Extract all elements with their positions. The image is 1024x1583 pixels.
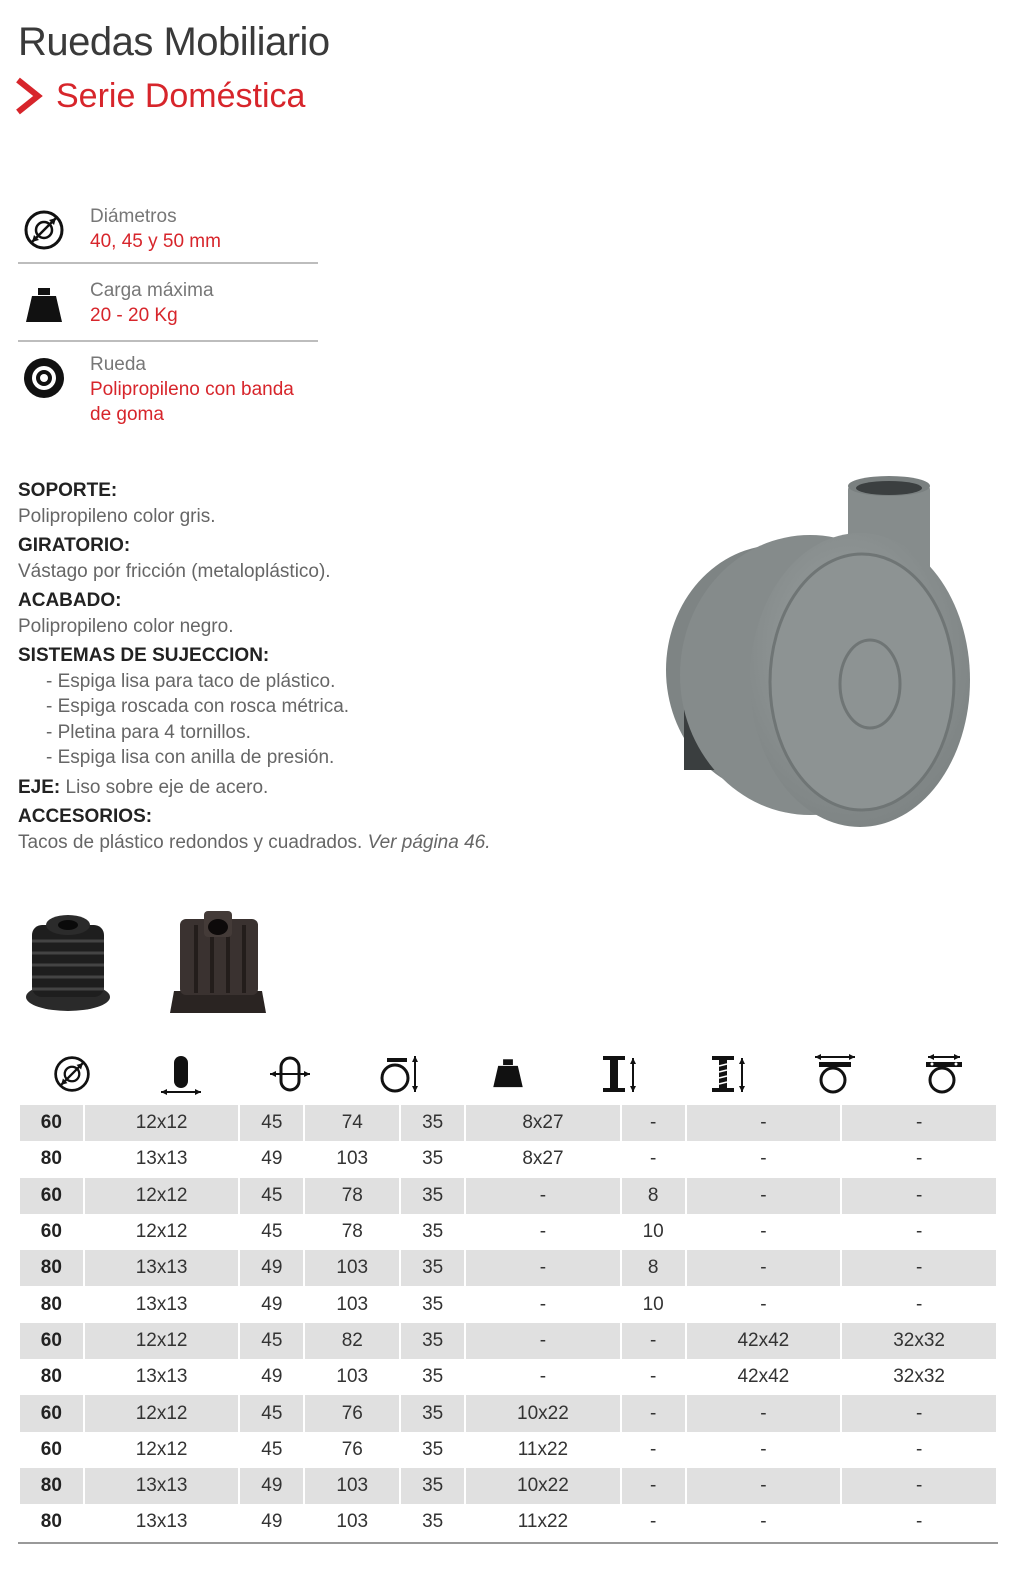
round-plastic-plug-image bbox=[22, 905, 114, 1017]
table-cell: - bbox=[622, 1105, 685, 1141]
table-cell: 12x12 bbox=[85, 1105, 239, 1141]
sistemas-item: - Espiga lisa con anilla de presión. bbox=[46, 747, 335, 768]
specs-table bbox=[18, 1105, 998, 1541]
table-cell: 78 bbox=[341, 1221, 363, 1243]
table-row bbox=[20, 1395, 996, 1431]
table-cell: 10x22 bbox=[466, 1468, 620, 1504]
header-cell bbox=[18, 1048, 126, 1100]
table-cell: - bbox=[842, 1395, 996, 1431]
acabado-heading: ACABADO: bbox=[18, 590, 122, 611]
soporte-text: Polipropileno color gris. bbox=[18, 505, 216, 527]
acabado-text: Polipropileno color negro. bbox=[18, 615, 234, 637]
table-cell: 103 bbox=[336, 1366, 369, 1388]
hub-width-icon bbox=[268, 1052, 312, 1096]
table-cell: 35 bbox=[401, 1250, 464, 1286]
eje-line bbox=[18, 775, 578, 801]
spec-label: Rueda bbox=[90, 354, 146, 375]
eje-text: Liso sobre eje de acero. bbox=[60, 776, 269, 798]
accesorios-text: Tacos de plástico redondos y cuadrados. bbox=[18, 831, 368, 853]
table-cell: 35 bbox=[401, 1323, 464, 1359]
accesorios-line bbox=[18, 830, 578, 856]
table-row bbox=[20, 1468, 996, 1504]
table-cell: 42x42 bbox=[737, 1366, 790, 1388]
spec-label: Carga máxima bbox=[90, 280, 214, 301]
table-cell: 103 bbox=[305, 1250, 399, 1286]
table-cell: - bbox=[842, 1105, 996, 1141]
table-cell: 49 bbox=[240, 1250, 303, 1286]
table-cell: - bbox=[915, 1148, 923, 1170]
plate-size-icon bbox=[813, 1052, 857, 1096]
table-cell: 11x22 bbox=[517, 1511, 569, 1533]
table-cell: - bbox=[687, 1468, 841, 1504]
table-row bbox=[20, 1323, 996, 1359]
table-cell: - bbox=[915, 1438, 923, 1460]
table-cell: 35 bbox=[422, 1293, 444, 1315]
table-row bbox=[20, 1359, 996, 1395]
soporte-heading: SOPORTE: bbox=[18, 480, 118, 501]
table-cell: 35 bbox=[422, 1511, 444, 1533]
table-row bbox=[20, 1504, 996, 1540]
table-cell: - bbox=[466, 1323, 620, 1359]
giratorio-heading: GIRATORIO: bbox=[18, 535, 131, 556]
table-cell: 60 bbox=[40, 1438, 62, 1460]
page-title: Ruedas Mobiliario bbox=[18, 20, 330, 64]
table-cell: 10 bbox=[642, 1293, 664, 1315]
table-cell: 82 bbox=[305, 1323, 399, 1359]
table-cell: 80 bbox=[40, 1366, 62, 1388]
table-cell: - bbox=[915, 1221, 923, 1243]
table-cell: - bbox=[687, 1178, 841, 1214]
table-bottom-rule bbox=[18, 1542, 998, 1544]
table-cell: - bbox=[760, 1148, 767, 1170]
table-cell: 13x13 bbox=[135, 1511, 188, 1533]
table-cell: 49 bbox=[261, 1148, 283, 1170]
table-cell: 80 bbox=[20, 1468, 83, 1504]
chevron-right-icon bbox=[14, 76, 46, 116]
table-cell: - bbox=[539, 1293, 547, 1315]
table-cell: - bbox=[842, 1468, 996, 1504]
sistemas-item: - Pletina para 4 tornillos. bbox=[46, 721, 251, 743]
table-cell: 60 bbox=[20, 1178, 83, 1214]
table-row bbox=[20, 1432, 996, 1468]
table-cell: 12x12 bbox=[135, 1221, 188, 1243]
table-cell: 103 bbox=[336, 1148, 369, 1170]
table-cell: 80 bbox=[20, 1250, 83, 1286]
table-cell: - bbox=[760, 1293, 767, 1315]
sistemas-item: - Espiga roscada con rosca métrica. bbox=[46, 696, 350, 717]
spec-value-cont: de goma bbox=[90, 404, 164, 425]
accesorios-heading: ACCESORIOS: bbox=[18, 806, 153, 827]
table-cell: - bbox=[915, 1511, 923, 1533]
accesorios-page-ref: Ver página 46. bbox=[367, 831, 491, 853]
smooth-stem-icon bbox=[595, 1052, 639, 1096]
spec-wheel bbox=[18, 352, 318, 432]
table-cell: 8x27 bbox=[522, 1148, 564, 1170]
table-cell: - bbox=[466, 1178, 620, 1214]
table-cell: - bbox=[649, 1148, 657, 1170]
caster-wheel-image bbox=[660, 470, 980, 840]
header-cell bbox=[236, 1048, 344, 1100]
table-cell: 60 bbox=[20, 1105, 83, 1141]
table-cell: 80 bbox=[40, 1293, 62, 1315]
table-cell: - bbox=[622, 1468, 685, 1504]
weight-icon bbox=[22, 284, 66, 328]
spec-load bbox=[18, 278, 318, 342]
header-cell bbox=[890, 1048, 998, 1100]
table-cell: 35 bbox=[401, 1105, 464, 1141]
table-cell: 49 bbox=[261, 1366, 283, 1388]
table-cell: 103 bbox=[336, 1293, 369, 1315]
table-cell: 35 bbox=[401, 1468, 464, 1504]
table-cell: 8x27 bbox=[466, 1105, 620, 1141]
table-cell: 42x42 bbox=[687, 1323, 841, 1359]
table-cell: 80 bbox=[40, 1148, 62, 1170]
table-cell: 12x12 bbox=[85, 1178, 239, 1214]
square-plastic-plug-image bbox=[168, 905, 268, 1023]
table-cell: 103 bbox=[305, 1468, 399, 1504]
header-cell bbox=[781, 1048, 889, 1100]
sistemas-heading: SISTEMAS DE SUJECCION: bbox=[18, 645, 270, 666]
table-row bbox=[20, 1141, 996, 1177]
table-cell: - bbox=[649, 1511, 657, 1533]
table-cell: - bbox=[539, 1221, 547, 1243]
spec-diameter bbox=[18, 204, 318, 264]
table-cell: 45 bbox=[240, 1178, 303, 1214]
spec-value: Polipropileno con banda bbox=[90, 379, 294, 400]
table-cell: 60 bbox=[20, 1395, 83, 1431]
table-row bbox=[20, 1250, 996, 1286]
table-cell: - bbox=[687, 1250, 841, 1286]
table-cell: 11x22 bbox=[517, 1438, 569, 1460]
header-cell bbox=[127, 1048, 235, 1100]
wheel-width-icon bbox=[159, 1052, 203, 1096]
table-cell: - bbox=[466, 1250, 620, 1286]
table-cell: 8 bbox=[622, 1250, 685, 1286]
subtitle-text: Serie Doméstica bbox=[56, 76, 306, 115]
table-cell: 35 bbox=[401, 1395, 464, 1431]
table-cell: 12x12 bbox=[85, 1323, 239, 1359]
table-cell: 45 bbox=[240, 1323, 303, 1359]
table-cell: 45 bbox=[261, 1438, 283, 1460]
table-cell: - bbox=[649, 1366, 657, 1388]
table-cell: 60 bbox=[40, 1221, 62, 1243]
table-cell: 76 bbox=[305, 1395, 399, 1431]
spec-value: 20 - 20 Kg bbox=[90, 305, 178, 326]
table-row bbox=[20, 1214, 996, 1250]
total-height-icon bbox=[377, 1052, 421, 1096]
header-cell bbox=[672, 1048, 780, 1100]
table-cell: 60 bbox=[20, 1323, 83, 1359]
table-cell: - bbox=[760, 1511, 767, 1533]
table-cell: 35 bbox=[422, 1221, 444, 1243]
table-cell: - bbox=[842, 1250, 996, 1286]
table-cell: 45 bbox=[240, 1105, 303, 1141]
eje-heading: EJE: bbox=[18, 776, 61, 798]
table-row bbox=[20, 1178, 996, 1214]
table-cell: - bbox=[622, 1395, 685, 1431]
table-cell: - bbox=[649, 1438, 657, 1460]
table-cell: - bbox=[687, 1105, 841, 1141]
table-cell: 49 bbox=[261, 1293, 283, 1315]
wheel-icon bbox=[22, 356, 66, 400]
table-cell: 78 bbox=[305, 1178, 399, 1214]
table-cell: 35 bbox=[422, 1438, 444, 1460]
spec-value: 40, 45 y 50 mm bbox=[90, 231, 221, 252]
diameter-icon bbox=[22, 208, 66, 252]
table-cell: 35 bbox=[401, 1178, 464, 1214]
header-cell bbox=[563, 1048, 671, 1100]
table-cell: - bbox=[760, 1438, 767, 1460]
table-cell: 13x13 bbox=[135, 1366, 188, 1388]
table-cell: - bbox=[760, 1221, 767, 1243]
table-cell: 10x22 bbox=[466, 1395, 620, 1431]
section-subtitle bbox=[14, 76, 305, 116]
table-cell: 49 bbox=[261, 1511, 283, 1533]
table-cell: 32x32 bbox=[893, 1366, 945, 1388]
table-cell: - bbox=[539, 1366, 547, 1388]
table-cell: 103 bbox=[336, 1511, 369, 1533]
table-cell: 49 bbox=[240, 1468, 303, 1504]
table-cell: 35 bbox=[422, 1366, 444, 1388]
table-cell: 12x12 bbox=[85, 1395, 239, 1431]
table-cell: - bbox=[842, 1178, 996, 1214]
table-cell: 13x13 bbox=[135, 1293, 188, 1315]
table-cell: 13x13 bbox=[85, 1468, 239, 1504]
table-cell: 74 bbox=[305, 1105, 399, 1141]
weight-icon bbox=[490, 1054, 526, 1094]
table-cell: 45 bbox=[240, 1395, 303, 1431]
table-header bbox=[18, 1048, 998, 1100]
header-cell bbox=[345, 1048, 453, 1100]
table-cell: - bbox=[622, 1323, 685, 1359]
diameter-icon bbox=[52, 1054, 92, 1094]
table-cell: 80 bbox=[40, 1511, 62, 1533]
table-row bbox=[20, 1286, 996, 1322]
table-row bbox=[20, 1105, 996, 1141]
table-cell: 8 bbox=[622, 1178, 685, 1214]
threaded-stem-icon bbox=[704, 1052, 748, 1096]
header-cell bbox=[454, 1048, 562, 1100]
table-cell: 76 bbox=[341, 1438, 363, 1460]
giratorio-text: Vástago por fricción (metaloplástico). bbox=[18, 560, 331, 582]
table-cell: - bbox=[915, 1293, 923, 1315]
table-cell: 45 bbox=[261, 1221, 283, 1243]
table-cell: - bbox=[687, 1395, 841, 1431]
table-cell: 12x12 bbox=[135, 1438, 188, 1460]
table-cell: 13x13 bbox=[85, 1250, 239, 1286]
table-cell: 13x13 bbox=[135, 1148, 188, 1170]
table-cell: 32x32 bbox=[842, 1323, 996, 1359]
product-description bbox=[18, 478, 578, 855]
table-cell: 10 bbox=[642, 1221, 664, 1243]
table-cell: 35 bbox=[422, 1148, 444, 1170]
spec-label: Diámetros bbox=[90, 206, 177, 227]
hole-spacing-icon bbox=[922, 1052, 966, 1096]
sistemas-item: - Espiga lisa para taco de plástico. bbox=[46, 670, 336, 692]
